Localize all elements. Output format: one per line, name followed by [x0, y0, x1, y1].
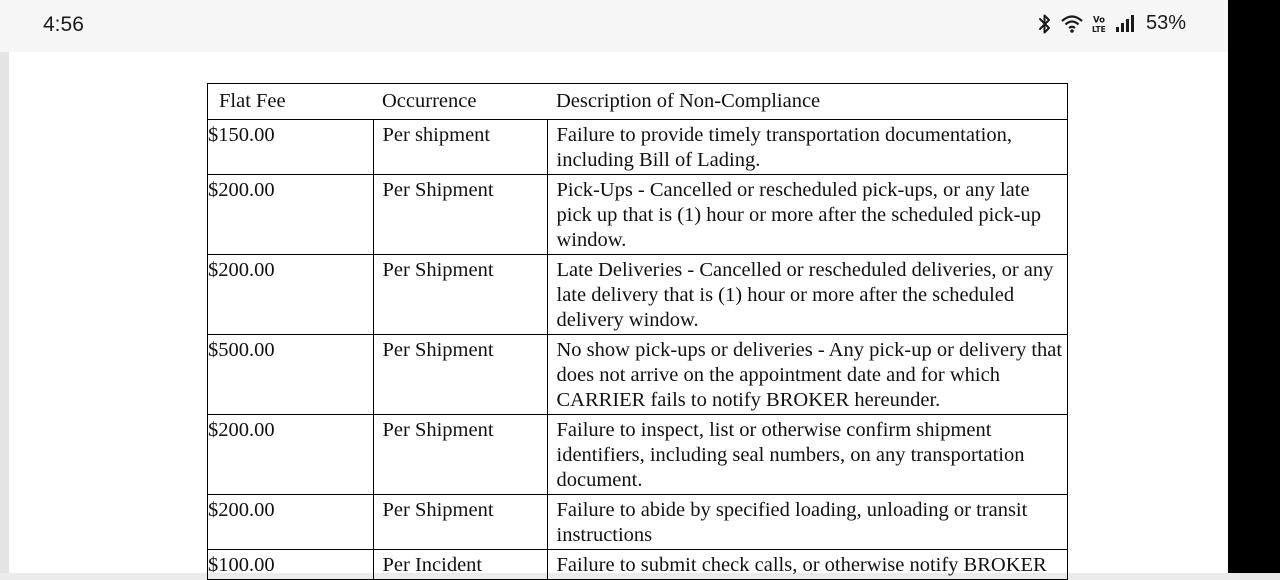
header-occurrence: Occurrence [373, 84, 547, 120]
status-bar [0, 0, 1228, 52]
fee-cell: $200.00 [208, 415, 374, 495]
table-row [208, 255, 1068, 335]
wifi-icon [1060, 14, 1084, 34]
svg-text:LTE: LTE [1091, 24, 1106, 34]
header-flat-fee: Flat Fee [208, 84, 374, 120]
signal-icon [1116, 15, 1136, 33]
description-cell: Failure to inspect, list or otherwise confirm shipment identifiers, including seal numbers, on any transportation document. [547, 415, 1068, 495]
bluetooth-icon [1038, 13, 1052, 35]
fee-cell: $200.00 [208, 495, 374, 550]
table-row [208, 335, 1068, 415]
header-description: Description of Non-Compliance [547, 84, 1068, 120]
battery-percent: 53% [1145, 12, 1186, 34]
table-row [208, 415, 1068, 495]
status-icons [1038, 12, 1186, 35]
occurrence-cell: Per Shipment [373, 255, 547, 335]
document-page[interactable] [9, 52, 1228, 576]
fee-cell: $150.00 [208, 120, 374, 175]
occurrence-cell: Per Shipment [373, 175, 547, 255]
table-header-row [208, 84, 1068, 120]
description-cell: Failure to abide by specified loading, unloading or transit instructions [547, 495, 1068, 550]
table-row [208, 550, 1068, 580]
table-row [208, 120, 1068, 175]
svg-text:Vo: Vo [1092, 15, 1105, 25]
occurrence-cell: Per Incident [373, 550, 547, 580]
fee-cell: $100.00 [208, 550, 374, 580]
fee-cell: $200.00 [208, 175, 374, 255]
occurrence-cell: Per Shipment [373, 335, 547, 415]
description-cell: No show pick-ups or deliveries - Any pick-up or delivery that does not arrive on the appointment date and for which CARRIER fails to notify BROKER hereunder. [547, 335, 1068, 415]
status-time: 4:56 [43, 13, 84, 36]
table-row [208, 495, 1068, 550]
description-cell: Failure to provide timely transportation documentation, including Bill of Lading. [547, 120, 1068, 175]
fee-cell: $500.00 [208, 335, 374, 415]
volte-icon [1092, 14, 1108, 34]
screen-edge [1228, 0, 1280, 573]
table-row [208, 175, 1068, 255]
description-cell: Failure to submit check calls, or otherwise notify BROKER [547, 550, 1068, 580]
occurrence-cell: Per Shipment [373, 415, 547, 495]
fee-cell: $200.00 [208, 255, 374, 335]
fee-table [207, 83, 1068, 580]
occurrence-cell: Per Shipment [373, 495, 547, 550]
description-cell: Late Deliveries - Cancelled or rescheduled deliveries, or any late delivery that is (1) hour or more after the scheduled delivery window. [547, 255, 1068, 335]
occurrence-cell: Per shipment [373, 120, 547, 175]
left-gutter [0, 52, 9, 573]
description-cell: Pick-Ups - Cancelled or rescheduled pick-ups, or any late pick up that is (1) hour or more after the scheduled pick-up window. [547, 175, 1068, 255]
